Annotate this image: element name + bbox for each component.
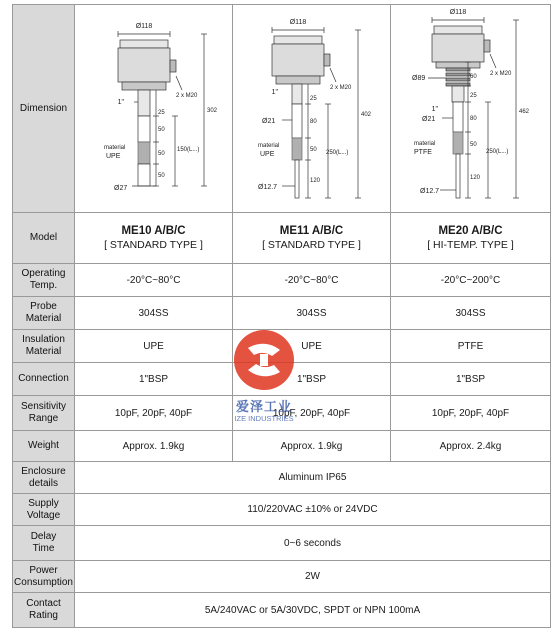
me20-d3: 50	[469, 142, 477, 148]
me11-d2: 80	[309, 119, 317, 125]
me10-d2: 50	[157, 127, 165, 133]
me20-fin-dia: Ø89	[411, 75, 425, 82]
me20-model-cell	[391, 213, 551, 264]
me20-operating-temp: -20°C~200°C	[391, 264, 551, 297]
watermark-chinese: 爱泽工业	[235, 399, 292, 414]
sensitivity-range-label: Sensitivity Range	[13, 396, 75, 431]
insulation-material-row	[13, 330, 551, 363]
supply-voltage-row	[13, 494, 551, 526]
me11-thread: 1"	[271, 89, 278, 96]
me10-weight: Approx. 1.9kg	[75, 431, 233, 462]
supply-voltage-value: 110/220VAC ±10% or 24VDC	[75, 494, 551, 526]
me11-d3: 50	[309, 147, 317, 153]
delay-time-value: 0~6 seconds	[75, 526, 551, 561]
me20-housing-dia: Ø118	[449, 9, 466, 16]
sensitivity-range-row	[13, 396, 551, 431]
enclosure-row	[13, 462, 551, 494]
me11-model-name: ME11 A/B/C	[279, 225, 344, 237]
me20-d4: 120	[469, 175, 480, 181]
weight-row	[13, 431, 551, 462]
me10-material-label: material	[103, 145, 125, 151]
me10-model-name: ME10 A/B/C	[121, 225, 186, 237]
me11-insulation-material: UPE	[233, 330, 391, 363]
me20-probe-dia: Ø12.7	[419, 188, 439, 195]
me11-connection: 1"BSP	[233, 363, 391, 396]
contact-rating-value: 5A/240VAC or 5A/30VDC, SPDT or NPN 100mA	[75, 593, 551, 628]
me11-insul-dia: Ø21	[261, 118, 275, 125]
me20-model-type: [ HI-TEMP. TYPE ]	[427, 239, 514, 251]
me10-total: 302	[206, 108, 217, 114]
me20-insul-dia: Ø21	[421, 116, 435, 123]
me10-d4: 50	[157, 173, 165, 179]
me11-dimension-drawing	[234, 6, 390, 211]
me20-weight: Approx. 2.4kg	[391, 431, 551, 462]
me11-housing-dia: Ø118	[289, 19, 306, 26]
me10-dimension-drawing	[76, 6, 232, 211]
probe-material-label: Probe Material	[13, 297, 75, 330]
dimension-label: Dimension	[13, 5, 75, 213]
me10-d1: 25	[157, 110, 165, 116]
connection-row	[13, 363, 551, 396]
spec-table	[12, 4, 551, 628]
me10-insulation-material: UPE	[75, 330, 233, 363]
contact-rating-row	[13, 593, 551, 628]
me10-material: UPE	[105, 153, 120, 160]
me11-drawing-cell	[233, 5, 391, 213]
me11-conduit: 2 x M20	[329, 85, 351, 91]
me10-connection: 1"BSP	[75, 363, 233, 396]
me11-operating-temp: -20°C~80°C	[233, 264, 391, 297]
me11-d4: 120	[309, 178, 320, 184]
me20-insulation-material: PTFE	[391, 330, 551, 363]
me20-sensitivity-range: 10pF, 20pF, 40pF	[391, 396, 551, 431]
insulation-material-label: Insulation Material	[13, 330, 75, 363]
model-row	[13, 213, 551, 264]
connection-label: Connection	[13, 363, 75, 396]
me11-total: 402	[360, 112, 371, 118]
me20-probe-material: 304SS	[391, 297, 551, 330]
me11-sensitivity-range: 10pF, 20pF, 40pF	[233, 396, 391, 431]
me20-dimension-drawing	[392, 6, 550, 211]
me20-model-name: ME20 A/B/C	[438, 225, 503, 237]
me11-d1: 25	[309, 96, 317, 102]
operating-temp-label: Operating Temp.	[13, 264, 75, 297]
power-consumption-label: Power Consumption	[13, 561, 75, 593]
me20-d1: 60	[469, 74, 477, 80]
me20-d0: 25	[469, 93, 477, 99]
delay-time-row	[13, 526, 551, 561]
operating-temp-row	[13, 264, 551, 297]
power-consumption-value: 2W	[75, 561, 551, 593]
me20-connection: 1"BSP	[391, 363, 551, 396]
me10-model-type: [ STANDARD TYPE ]	[104, 239, 203, 251]
me20-d2: 80	[469, 116, 477, 122]
me11-model-cell	[233, 213, 391, 264]
me10-probe-material: 304SS	[75, 297, 233, 330]
me20-material-label: material	[413, 141, 435, 147]
me10-sensitivity-range: 10pF, 20pF, 40pF	[75, 396, 233, 431]
me10-operating-temp: -20°C~80°C	[75, 264, 233, 297]
dimension-row	[13, 5, 551, 213]
me11-model-type: [ STANDARD TYPE ]	[262, 239, 361, 251]
me11-material: UPE	[259, 151, 274, 158]
me11-weight: Approx. 1.9kg	[233, 431, 391, 462]
supply-voltage-label: Supply Voltage	[13, 494, 75, 526]
me10-housing-dia: Ø118	[135, 23, 152, 30]
me20-thread: 1"	[431, 106, 438, 113]
me10-thread: 1"	[117, 99, 124, 106]
me20-material: PTFE	[413, 149, 432, 156]
me20-conduit: 2 x M20	[489, 71, 511, 77]
me11-probe-material: 304SS	[233, 297, 391, 330]
me20-total: 462	[518, 109, 529, 115]
me11-material-label: material	[257, 143, 279, 149]
me20-length: 250(L...)	[485, 149, 508, 155]
delay-time-label: Delay Time	[13, 526, 75, 561]
enclosure-value: Aluminum IP65	[75, 462, 551, 494]
me10-drawing-cell	[75, 5, 233, 213]
probe-material-row	[13, 297, 551, 330]
watermark-english: IZE INDUSTRIES	[234, 414, 294, 423]
me10-model-cell	[75, 213, 233, 264]
me11-length: 250(L...)	[325, 150, 348, 156]
me20-drawing-cell	[391, 5, 551, 213]
spec-sheet	[12, 4, 550, 622]
me10-length: 150(L...)	[176, 147, 199, 153]
weight-label: Weight	[13, 431, 75, 462]
me10-probe-dia: Ø27	[113, 185, 127, 192]
enclosure-label: Enclosure details	[13, 462, 75, 494]
contact-rating-label: Contact Rating	[13, 593, 75, 628]
model-label: Model	[13, 213, 75, 264]
me10-conduit: 2 x M20	[175, 93, 197, 99]
me11-probe-dia: Ø12.7	[257, 184, 277, 191]
me10-d3: 50	[157, 151, 165, 157]
power-consumption-row	[13, 561, 551, 593]
